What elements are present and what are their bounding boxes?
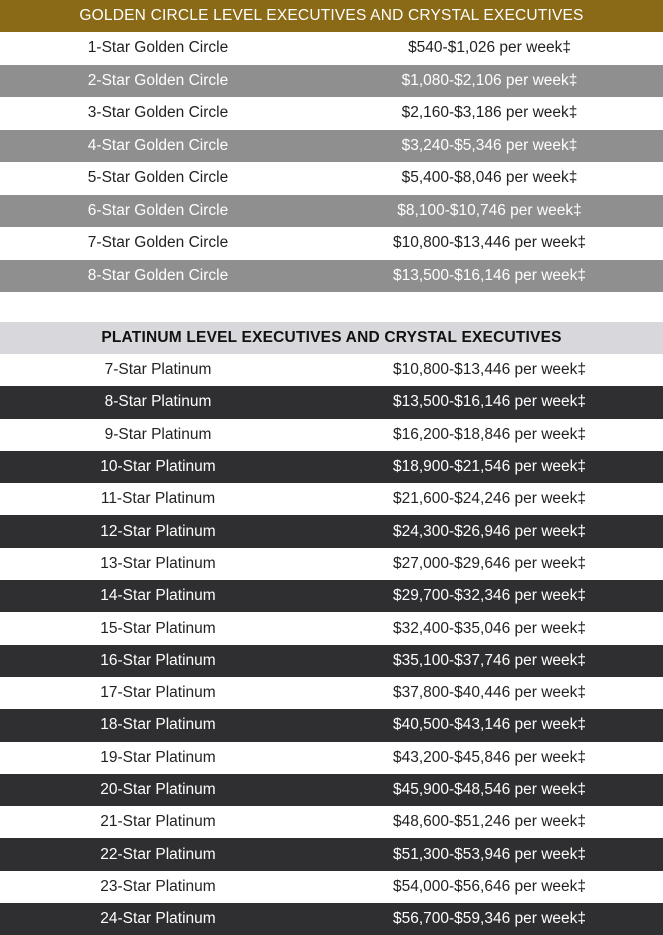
table-row: [0, 32, 663, 65]
weekly-rate: $3,240-$5,346 per week‡: [401, 136, 578, 154]
level-name: 4-Star Golden Circle: [87, 136, 229, 154]
level-name: 16-Star Platinum: [100, 651, 216, 669]
weekly-rate: $37,800-$40,446 per week‡: [392, 684, 587, 702]
level-name: 19-Star Platinum: [100, 748, 216, 766]
level-name: 7-Star Golden Circle: [87, 234, 229, 252]
level-name: 12-Star Platinum: [100, 522, 216, 540]
weekly-rate: $48,600-$51,246 per week‡: [392, 813, 587, 831]
level-name: 13-Star Platinum: [100, 554, 216, 572]
table-row: [0, 419, 663, 451]
level-name: 7-Star Platinum: [104, 361, 212, 379]
level-name: 2-Star Golden Circle: [87, 71, 229, 89]
weekly-rate: $40,500-$43,146 per week‡: [392, 716, 587, 734]
table-row: [0, 483, 663, 515]
level-name: 20-Star Platinum: [100, 781, 216, 798]
level-name: 9-Star Platinum: [104, 425, 212, 443]
table-row: [0, 386, 663, 418]
weekly-rate: $32,400-$35,046 per week‡: [392, 619, 587, 637]
table-row: [0, 709, 663, 741]
weekly-rate: $35,100-$37,746 per week‡: [392, 651, 587, 669]
weekly-rate: $16,200-$18,846 per week‡: [392, 425, 587, 443]
table-row: [0, 903, 663, 935]
golden-circle-header: GOLDEN CIRCLE LEVEL EXECUTIVES AND CRYSTAL EXECUTIVES: [0, 0, 663, 32]
platinum-header: PLATINUM LEVEL EXECUTIVES AND CRYSTAL EXECUTIVES: [0, 322, 663, 354]
weekly-rate: $10,800-$13,446 per week‡: [392, 234, 587, 252]
table-row: [0, 871, 663, 903]
table-row: [0, 97, 663, 130]
table-row: [0, 451, 663, 483]
weekly-rate: $13,500-$16,146 per week‡: [392, 393, 587, 411]
table-row: [0, 354, 663, 386]
table-row: [0, 548, 663, 580]
weekly-rate: $10,800-$13,446 per week‡: [392, 361, 587, 379]
table-row: [0, 195, 663, 228]
level-name: 14-Star Platinum: [100, 587, 216, 605]
table-row: [0, 806, 663, 838]
level-name: 3-Star Golden Circle: [87, 104, 229, 122]
level-name: 23-Star Platinum: [100, 877, 216, 895]
table-row: [0, 515, 663, 547]
platinum-table: [0, 322, 663, 935]
level-name: 1-Star Golden Circle: [87, 39, 229, 57]
level-name: 5-Star Golden Circle: [87, 169, 229, 187]
weekly-rate: $29,700-$32,346 per week‡: [392, 587, 587, 605]
weekly-rate: $24,300-$26,946 per week‡: [392, 522, 587, 540]
weekly-rate: $2,160-$3,186 per week‡: [401, 104, 578, 122]
table-row: [0, 227, 663, 260]
weekly-rate: $56,700-$59,346 per week‡: [392, 910, 587, 928]
weekly-rate: $8,100-$10,746 per week‡: [397, 201, 582, 219]
section-spacer: [0, 292, 663, 322]
weekly-rate: $21,600-$24,246 per week‡: [392, 490, 587, 508]
weekly-rate: $540-$1,026 per week‡: [408, 39, 571, 57]
level-name: 21-Star Platinum: [100, 813, 216, 831]
table-row: [0, 580, 663, 612]
table-row: [0, 742, 663, 774]
weekly-rate: $43,200-$45,846 per week‡: [392, 748, 587, 766]
level-name: 8-Star Golden Circle: [87, 266, 229, 284]
golden-circle-table: [0, 0, 663, 292]
level-name: 22-Star Platinum: [100, 845, 216, 863]
weekly-rate: $45,900-$48,546 per week‡: [392, 781, 587, 798]
weekly-rate: $5,400-$8,046 per week‡: [401, 169, 578, 187]
level-name: 11-Star Platinum: [100, 490, 216, 508]
table-row: [0, 65, 663, 98]
level-name: 15-Star Platinum: [100, 619, 216, 637]
weekly-rate: $51,300-$53,946 per week‡: [392, 845, 587, 863]
table-row: [0, 677, 663, 709]
level-name: 18-Star Platinum: [100, 716, 216, 734]
table-row: [0, 645, 663, 677]
level-name: 8-Star Platinum: [104, 393, 212, 411]
weekly-rate: $18,900-$21,546 per week‡: [392, 458, 587, 476]
level-name: 10-Star Platinum: [100, 458, 216, 476]
level-name: 17-Star Platinum: [100, 684, 216, 702]
table-row: [0, 612, 663, 644]
table-row: [0, 260, 663, 293]
level-name: 6-Star Golden Circle: [87, 201, 229, 219]
weekly-rate: $27,000-$29,646 per week‡: [392, 554, 587, 572]
weekly-rate: $13,500-$16,146 per week‡: [392, 266, 587, 284]
table-row: [0, 838, 663, 870]
weekly-rate: $1,080-$2,106 per week‡: [401, 71, 578, 89]
table-row: [0, 162, 663, 195]
table-row: [0, 774, 663, 806]
weekly-rate: $54,000-$56,646 per week‡: [392, 877, 587, 895]
table-row: [0, 130, 663, 163]
level-name: 24-Star Platinum: [100, 910, 216, 928]
